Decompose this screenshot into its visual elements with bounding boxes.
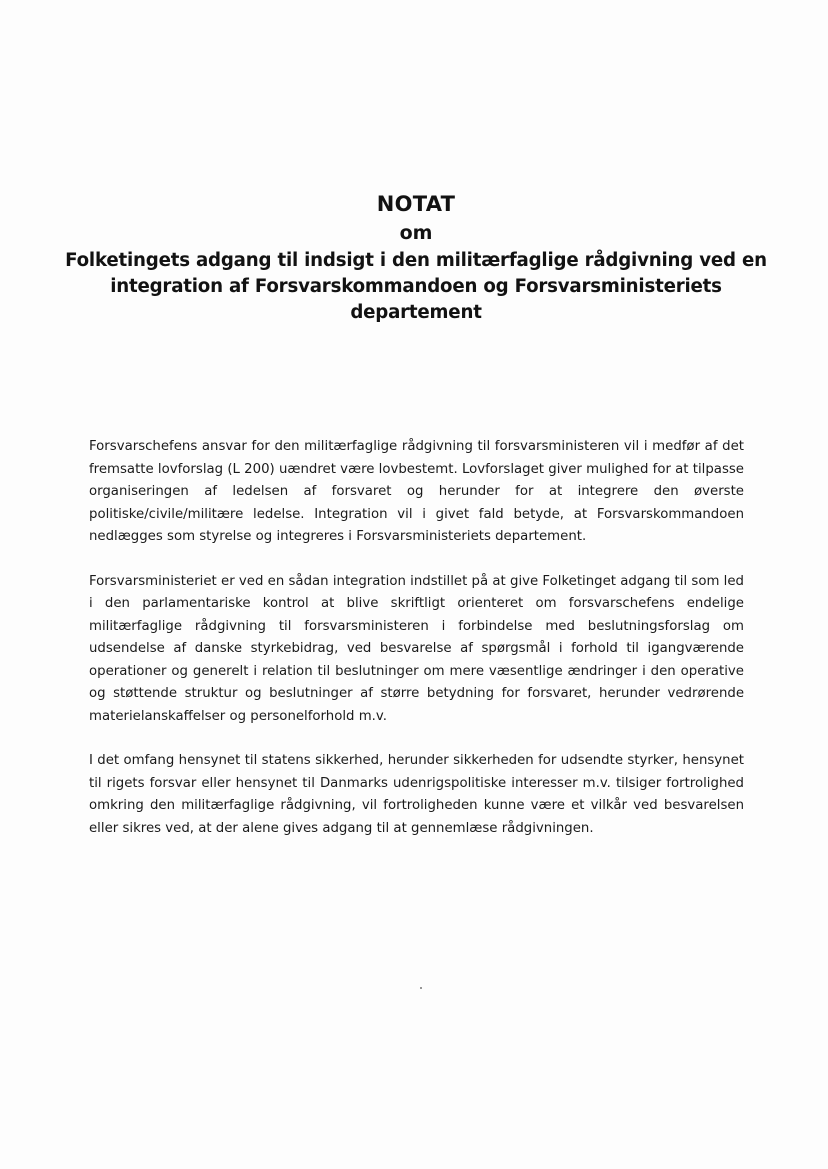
document-subject: Folketingets adgang til indsigt i den militærfaglige rådgivning ved en integration af Forsvarskommandoen og Forsvarsministeriets departement: [65, 250, 767, 323]
paragraph-1: Forsvarschefens ansvar for den militærfaglige rådgivning til forsvarsministeren vil i medfør af det fremsatte lovforslag (L 200) uændret være lovbestemt. Lovforslaget giver mulighed for at tilpasse organiseringen af ledelsen af forsvaret og herunder for at integrere den øverste politiske/civile/militære ledelse. Integration vil i givet fald betyde, at Forsvarskommandoen nedlægges som styrelse og integreres i Forsvarsministeriets departement.: [89, 439, 744, 544]
document-heading: [60, 190, 772, 326]
document-title-connector: om: [399, 222, 433, 244]
document-body: [89, 436, 744, 862]
document-title: NOTAT: [376, 192, 456, 216]
scan-speck: [420, 987, 422, 989]
paragraph-2: Forsvarsministeriet er ved en sådan integration indstillet på at give Folketinget adgang til som led i den parlamentariske kontrol at blive skriftligt orienteret om forsvarschefens endelige militærfaglige rådgivning til forsvarsministeren i forbindelse med beslutningsforslag om udsendelse af danske styrkebidrag, ved besvarelse af spørgsmål i forhold til igangværende operationer og generelt i relation til beslutninger om mere væsentlige ændringer i den operative og støttende struktur og beslutninger af større betydning for forsvaret, herunder vedrørende materielanskaffelser og personelforhold m.v.: [89, 573, 744, 724]
paragraph-3: I det omfang hensynet til statens sikkerhed, herunder sikkerheden for udsendte styrker, hensynet til rigets forsvar eller hensynet til Danmarks udenrigspolitiske interesser m.v. tilsiger fortrolighed omkring den militærfaglige rådgivning, vil fortroligheden kunne være et vilkår ved besvarelsen eller sikres ved, at der alene gives adgang til at gennemlæse rådgivningen.: [89, 753, 744, 836]
